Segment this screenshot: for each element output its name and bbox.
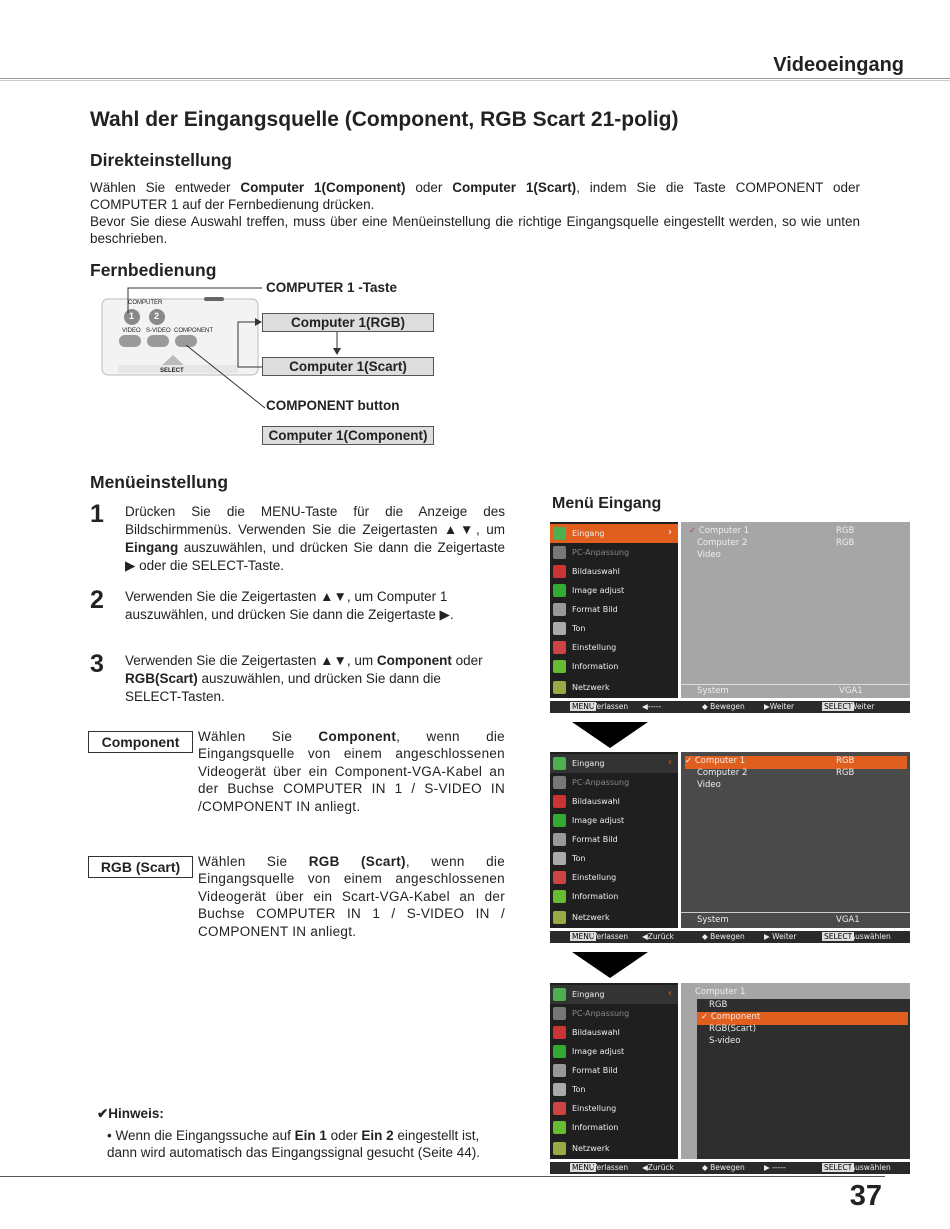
page-title: Wahl der Eingangsquelle (Component, RGB Scart 21-polig)	[90, 108, 679, 131]
menu-3-left	[550, 983, 678, 1159]
speaker-icon	[553, 622, 566, 635]
speaker-icon	[553, 852, 566, 865]
menu-3-submenu	[697, 999, 910, 1159]
menu-2-row-computer1[interactable]: ✓ Computer 1 RGB	[685, 756, 907, 769]
monitor-icon	[553, 546, 566, 559]
menu-2-item-einstellung[interactable]: Einstellung	[550, 868, 678, 887]
remote-connector-lines	[0, 0, 950, 460]
image-adjust-icon	[553, 1045, 566, 1058]
input-icon	[553, 988, 566, 1001]
menu-2-item-pc[interactable]: PC-Anpassung	[550, 773, 678, 792]
menu-1-item-ton[interactable]: Ton	[550, 619, 678, 638]
menu-3-row-scart[interactable]: RGB(Scart)	[709, 1024, 757, 1034]
menu-1-item-format[interactable]: Format Bild	[550, 600, 678, 619]
menu-3-item-info[interactable]: Information	[550, 1118, 678, 1137]
picture-icon	[553, 795, 566, 808]
check-icon: ✓	[701, 1012, 709, 1022]
menu-1-row-video[interactable]: Video	[697, 550, 721, 560]
menu-1-left	[550, 522, 678, 698]
monitor-icon	[553, 1007, 566, 1020]
computer1-key-label: COMPUTER 1 -Taste	[266, 280, 398, 295]
image-adjust-icon	[553, 814, 566, 827]
remote-video-label: VIDEO	[122, 328, 141, 334]
menu-1-item-info[interactable]: Information	[550, 657, 678, 676]
menu-1-row-computer1[interactable]: ✓ Computer 1 RGB	[689, 526, 855, 536]
menu-section-heading: Menüeinstellung	[90, 472, 229, 492]
network-icon	[553, 681, 566, 694]
direkt-paragraph: Wählen Sie entweder Computer 1(Component) oder Computer 1(Scart), indem Sie die Taste COMPONENT oder COMPUTER 1 auf der Fernbedienung drücken. Bevor Sie diese Auswahl treffen, muss über eine Menüeinstellung die richtige Eingangsquelle eingestellt werden, so wie unten beschrieben.	[90, 180, 860, 246]
setting-icon	[553, 641, 566, 654]
menu-3-statusbar: MENU Verlassen ◀Zurück ◆ Bewegen ▶ ----- SELECT Auswählen	[550, 1162, 910, 1174]
step-3-text: Verwenden Sie die Zeigertasten ▲▼, um Component oder RGB(Scart) auszuwählen, und drücken Sie dann die SELECT-Tasten.	[125, 653, 483, 704]
arrow-down-icon	[572, 952, 648, 978]
menu-2-statusbar: MENU Verlassen ◀Zurück ◆ Bewegen ▶ Weiter SELECT Auswählen	[550, 931, 910, 943]
menu-2-item-format[interactable]: Format Bild	[550, 830, 678, 849]
remote-component-label: COMPONENT	[174, 328, 213, 334]
computer1-rgb-box: Computer 1(RGB)	[262, 313, 434, 332]
menu-screen-2	[550, 752, 910, 944]
setting-icon	[553, 871, 566, 884]
input-icon	[553, 527, 566, 540]
menu-1-statusbar: MENU Verlassen ◀----- ◆ Bewegen ▶Weiter SELECT Weiter	[550, 701, 910, 713]
remote-svideo-label: S-VIDEO	[146, 328, 171, 334]
check-icon: ✓	[685, 756, 693, 766]
menu-2-item-netz[interactable]: Netzwerk	[550, 908, 678, 927]
menu-1-item-netz[interactable]: Netzwerk	[550, 678, 678, 697]
monitor-icon	[553, 776, 566, 789]
screen-format-icon	[553, 833, 566, 846]
menu-3-head: Computer 1	[695, 987, 746, 997]
information-icon	[553, 1121, 566, 1134]
step-1-text: Drücken Sie die MENU-Taste für die Anzeige des Bildschirmmenüs. Verwenden Sie die Zeigertasten ▲▼, um Eingang auszuwählen, und drücken Sie dann die Zeigertaste ▶ oder die SELECT-Taste.	[125, 504, 505, 573]
computer1-scart-box: Computer 1(Scart)	[262, 357, 434, 376]
menu-screen-1	[550, 522, 910, 714]
menu-2-system: System VGA1	[697, 915, 860, 925]
menu-3-right	[681, 983, 910, 1159]
menu-2-right	[681, 752, 910, 928]
network-icon	[553, 1142, 566, 1155]
screen-format-icon	[553, 1064, 566, 1077]
page-number: 37	[849, 1180, 882, 1212]
check-icon: ✓	[689, 526, 697, 536]
menu-2-item-info[interactable]: Information	[550, 887, 678, 906]
menu-1-right	[681, 522, 910, 698]
image-adjust-icon	[553, 584, 566, 597]
arrow-down-icon	[572, 722, 648, 748]
hint-title: ✔Hinweis:	[97, 1106, 164, 1121]
step-3-number: 3	[90, 650, 104, 678]
menu-2-row-computer2[interactable]: Computer 2 RGB	[697, 768, 855, 778]
menu-1-row-computer2[interactable]: Computer 2 RGB	[697, 538, 855, 548]
setting-icon	[553, 1102, 566, 1115]
remote-select-label: SELECT	[160, 368, 184, 374]
menu-2-row-video[interactable]: Video	[697, 780, 721, 790]
menu-3-item-pc[interactable]: PC-Anpassung	[550, 1004, 678, 1023]
menu-3-row-svideo[interactable]: S-video	[709, 1036, 741, 1046]
menu-3-item-netz[interactable]: Netzwerk	[550, 1139, 678, 1158]
speaker-icon	[553, 1083, 566, 1096]
menu-2-item-ton[interactable]: Ton	[550, 849, 678, 868]
menu-1-item-bild[interactable]: Bildauswahl	[550, 562, 678, 581]
network-icon	[553, 911, 566, 924]
scart-description: Wählen Sie RGB (Scart), wenn die Eingangsquelle von einem angeschlossenen Videogerät über ein Scart-VGA-Kabel an der Buchse COMPUTER IN 1 / S-VIDEO IN / COMPONENT IN anliegt.	[198, 854, 506, 939]
step-2-number: 2	[90, 586, 104, 614]
menu-screen-3	[550, 983, 910, 1175]
menu-3-item-format[interactable]: Format Bild	[550, 1061, 678, 1080]
remote-key-1: 1	[129, 311, 135, 321]
menu-3-item-bild[interactable]: Bildauswahl	[550, 1023, 678, 1042]
menu-2-divider	[681, 912, 910, 913]
information-icon	[553, 890, 566, 903]
menu-3-item-ton[interactable]: Ton	[550, 1080, 678, 1099]
menu-3-item-image[interactable]: Image adjust	[550, 1042, 678, 1061]
screen-format-icon	[553, 603, 566, 616]
remote-key-2: 2	[154, 311, 160, 321]
picture-icon	[553, 565, 566, 578]
menu-3-row-component[interactable]: ✓ Component	[697, 1012, 908, 1025]
chevron-right-icon: ›	[668, 527, 672, 538]
menu-1-divider	[681, 684, 910, 685]
menu-eingang-title: Menü Eingang	[552, 495, 662, 512]
component-description: Wählen Sie Component, wenn die Eingangsquelle von einem angeschlossenen Videogerät über ein Component-VGA-Kabel an der Buchse COMPUTER IN 1 / S-VIDEO IN /COMPONENT IN anliegt.	[198, 729, 505, 814]
section-title: Videoeingang	[773, 54, 904, 76]
picture-icon	[553, 1026, 566, 1039]
chevron-left-icon: ‹	[668, 757, 672, 768]
step-1-number: 1	[90, 500, 104, 528]
component-button-label: COMPONENT button	[266, 398, 400, 413]
step-2-text: Verwenden Sie die Zeigertasten ▲▼, um Computer 1 auszuwählen, und drücken Sie dann die Zeigertaste ▶.	[125, 589, 454, 622]
menu-3-item-eingang[interactable]: Eingang ‹	[550, 985, 678, 1004]
menu-3-item-einstellung[interactable]: Einstellung	[550, 1099, 678, 1118]
direkt-heading: Direkteinstellung	[90, 150, 232, 170]
scart-label-box: RGB (Scart)	[88, 856, 193, 878]
menu-2-item-eingang[interactable]: Eingang ‹	[550, 754, 678, 773]
menu-2-left	[550, 752, 678, 928]
hint-text: • Wenn die Eingangssuche auf Ein 1 oder Ein 2 eingestellt ist, dann wird automatisch das Eingangssignal gesucht (Seite 44).	[107, 1128, 480, 1160]
fern-heading: Fernbedienung	[90, 260, 217, 280]
remote-computer-label: COMPUTER	[128, 300, 163, 306]
menu-1-system: System VGA1	[697, 686, 863, 696]
menu-1-item-pc[interactable]: PC-Anpassung	[550, 543, 678, 562]
component-label-box: Component	[88, 731, 193, 753]
input-icon	[553, 757, 566, 770]
menu-1-item-image[interactable]: Image adjust	[550, 581, 678, 600]
menu-2-item-bild[interactable]: Bildauswahl	[550, 792, 678, 811]
menu-1-item-einstellung[interactable]: Einstellung	[550, 638, 678, 657]
computer1-component-box: Computer 1(Component)	[262, 426, 434, 445]
menu-1-item-eingang[interactable]: Eingang ›	[550, 524, 678, 543]
menu-3-row-rgb[interactable]: RGB	[709, 1000, 728, 1010]
chevron-left-icon: ‹	[668, 988, 672, 999]
menu-2-item-image[interactable]: Image adjust	[550, 811, 678, 830]
information-icon	[553, 660, 566, 673]
